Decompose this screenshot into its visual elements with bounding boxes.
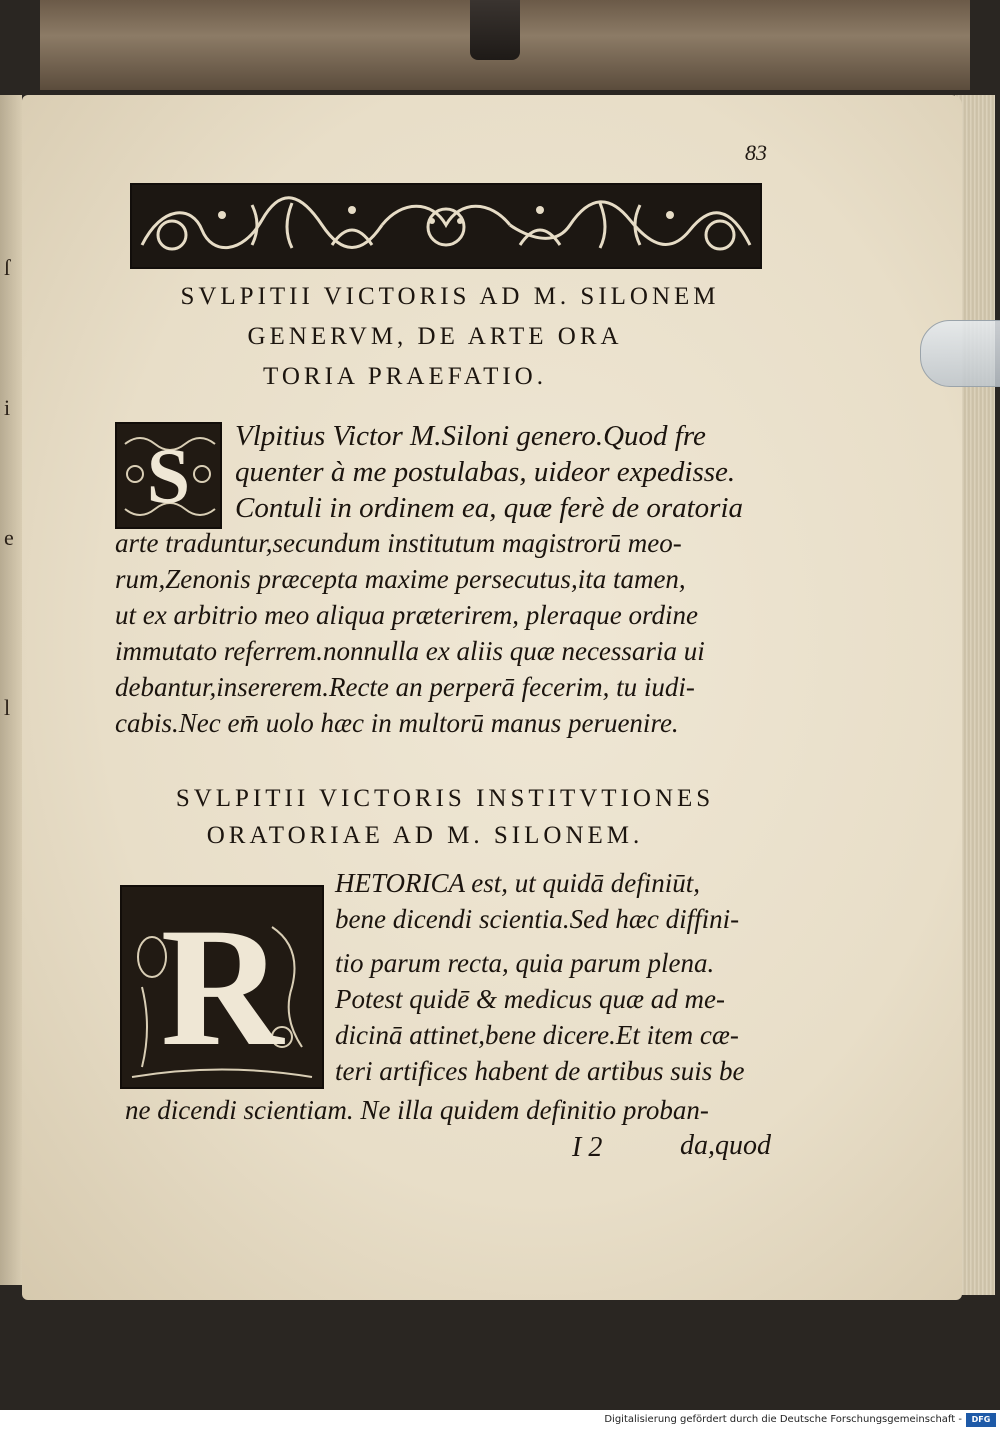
institutiones-line-4: Potest quidē & medicus quæ ad me-: [335, 984, 725, 1014]
preface-line-2: quenter à me postulabas, uideor expedisse.: [235, 456, 736, 488]
facing-page-mark: e: [4, 525, 14, 550]
preface-line-4: arte traduntur,secundum institutum magistrorū meo-: [115, 528, 682, 558]
page-number: 83: [745, 140, 767, 165]
institutiones-line-5: dicinā attinet,bene dicere.Et item cæ-: [335, 1020, 739, 1050]
preface-line-1: Vlpitius Victor M.Siloni genero.Quod fre: [235, 420, 706, 452]
preface-line-9: cabis.Nec em̄ uolo hæc in multorū manus peruenire.: [115, 708, 679, 738]
facing-page-mark: l: [4, 695, 11, 720]
initial-letter-r: R: [160, 892, 284, 1081]
institutiones-line-7: ne dicendi scientiam. Ne illa quidem definitio proban-: [125, 1095, 709, 1125]
dfg-logo[interactable]: DFG: [966, 1413, 996, 1427]
institutiones-line-1: HETORICA est, ut quidā definiūt,: [335, 868, 701, 898]
institutiones-line-6: teri artifices habent de artibus suis be: [335, 1056, 745, 1086]
institutiones-heading-line-1: SVLPITII VICTORIS INSTITVTIONES: [175, 785, 715, 812]
preface-heading-line-2: GENERVM, DE ARTE ORA: [247, 323, 623, 350]
footer-bar: [0, 1410, 1000, 1431]
initial-letter-s: S: [146, 431, 191, 519]
decorated-initial-r: [120, 885, 324, 1089]
book-clasp: [470, 0, 520, 60]
page-clip-tab: [920, 320, 1000, 387]
preface-heading-line-3: TORIA PRAEFATIO.: [263, 363, 547, 390]
decorated-initial-s: [115, 422, 222, 529]
facing-page-mark: ſ: [4, 255, 11, 280]
signature-mark: I 2: [572, 1132, 603, 1163]
preface-line-5: rum,Zenonis præcepta maxime persecutus,ita tamen,: [115, 564, 686, 594]
catchword: da,quod: [680, 1130, 771, 1161]
preface-line-3: Contuli in ordinem ea, quæ ferè de oratoria: [235, 492, 744, 524]
institutiones-line-3: tio parum recta, quia parum plena.: [335, 948, 715, 978]
facing-page-mark: i: [4, 395, 11, 420]
preface-heading-line-1: SVLPITII VICTORIS AD M. SILONEM: [180, 283, 720, 310]
institutiones-line-2: bene dicendi scientia.Sed hæc diffini-: [335, 904, 740, 934]
facing-page-edge: [0, 95, 22, 1285]
woodcut-headpiece-ornament: [130, 183, 762, 269]
preface-line-6: ut ex arbitrio meo aliqua præterirem, pleraque ordine: [115, 600, 698, 630]
institutiones-heading-line-2: ORATORIAE AD M. SILONEM.: [206, 822, 644, 849]
preface-line-7: immutato referrem.nonnulla ex aliis quæ necessaria ui: [115, 636, 705, 666]
funding-credit-text: Digitalisierung gefördert durch die Deutsche Forschungsgemeinschaft -: [604, 1414, 962, 1425]
preface-line-8: debantur,insererem.Recte an perperā fecerim, tu iudi-: [115, 672, 695, 702]
